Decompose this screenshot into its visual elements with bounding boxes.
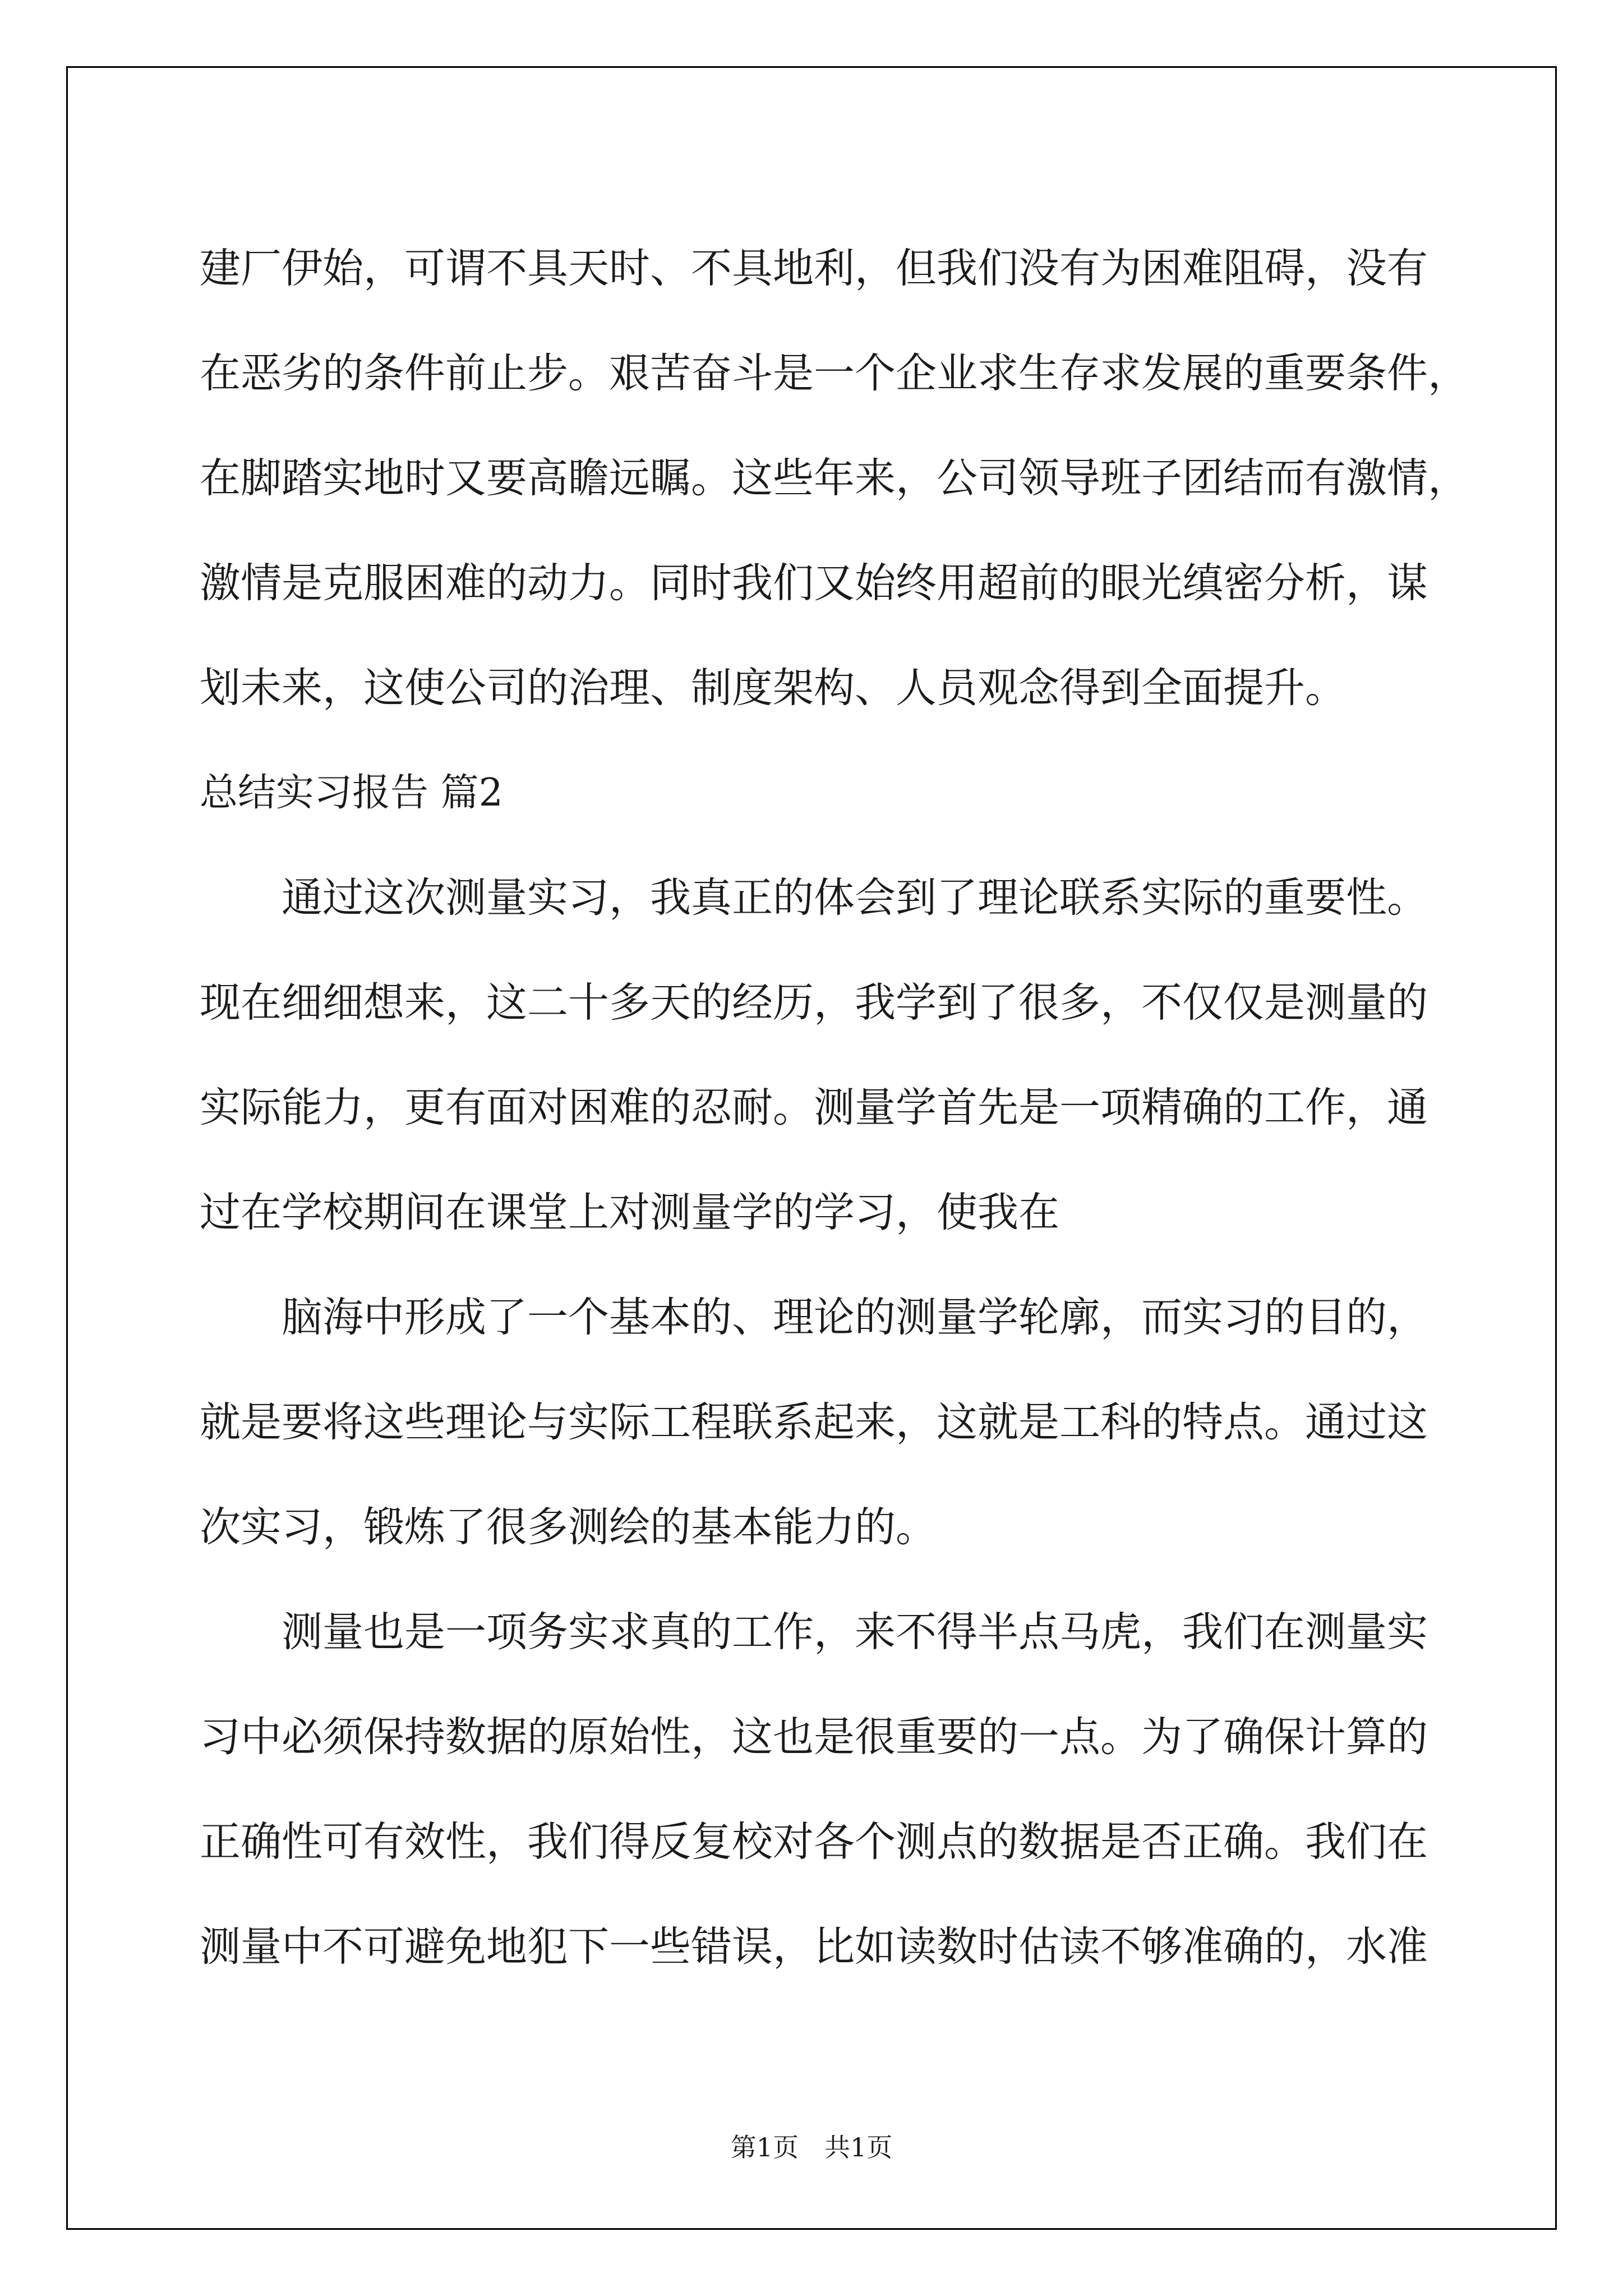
page-footer bbox=[0, 2127, 1623, 2164]
text-line: 激情是克服困难的动力。同时我们又始终用超前的眼光缜密分析，谋 bbox=[200, 559, 1428, 607]
text-line: 实际能力，更有面对困难的忍耐。测量学首先是一项精确的工作，通 bbox=[200, 1084, 1428, 1131]
text-line: 通过这次测量实习，我真正的体会到了理论联系实际的重要性。 bbox=[282, 874, 1428, 922]
text-line: 就是要将这些理论与实际工程联系起来，这就是工科的特点。通过这 bbox=[200, 1398, 1428, 1446]
text-line: 习中必须保持数据的原始性，这也是很重要的一点。为了确保计算的 bbox=[200, 1713, 1428, 1761]
text-line: 脑海中形成了一个基本的、理论的测量学轮廓，而实习的目的， bbox=[282, 1294, 1428, 1341]
text-line: 现在细细想来，这二十多天的经历，我学到了很多，不仅仅是测量的 bbox=[200, 979, 1428, 1027]
text-line: 在脚踏实地时又要高瞻远瞩。这些年来，公司领导班子团结而有激情， bbox=[200, 454, 1469, 502]
text-line: 测量中不可避免地犯下一些错误，比如读数时估读不够准确的，水准 bbox=[200, 1923, 1428, 1971]
page-number: 第1页 共1页 bbox=[730, 2132, 893, 2162]
document-body bbox=[200, 216, 1469, 1999]
text-line: 过在学校期间在课堂上对测量学的学习，使我在 bbox=[200, 1189, 1059, 1236]
text-line: 正确性可有效性，我们得反复校对各个测点的数据是否正确。我们在 bbox=[200, 1818, 1428, 1866]
text-line: 测量也是一项务实求真的工作，来不得半点马虎，我们在测量实 bbox=[282, 1608, 1428, 1656]
text-line: 次实习，锻炼了很多测绘的基本能力的。 bbox=[200, 1503, 937, 1551]
text-line: 建厂伊始，可谓不具天时、不具地利，但我们没有为困难阻碍，没有 bbox=[200, 245, 1428, 292]
text-line: 在恶劣的条件前止步。艰苦奋斗是一个企业求生存求发展的重要条件， bbox=[200, 349, 1469, 397]
text-line: 划未来，这使公司的治理、制度架构、人员观念得到全面提升。 bbox=[200, 664, 1346, 712]
section-heading: 总结实习报告 篇2 bbox=[200, 771, 503, 815]
